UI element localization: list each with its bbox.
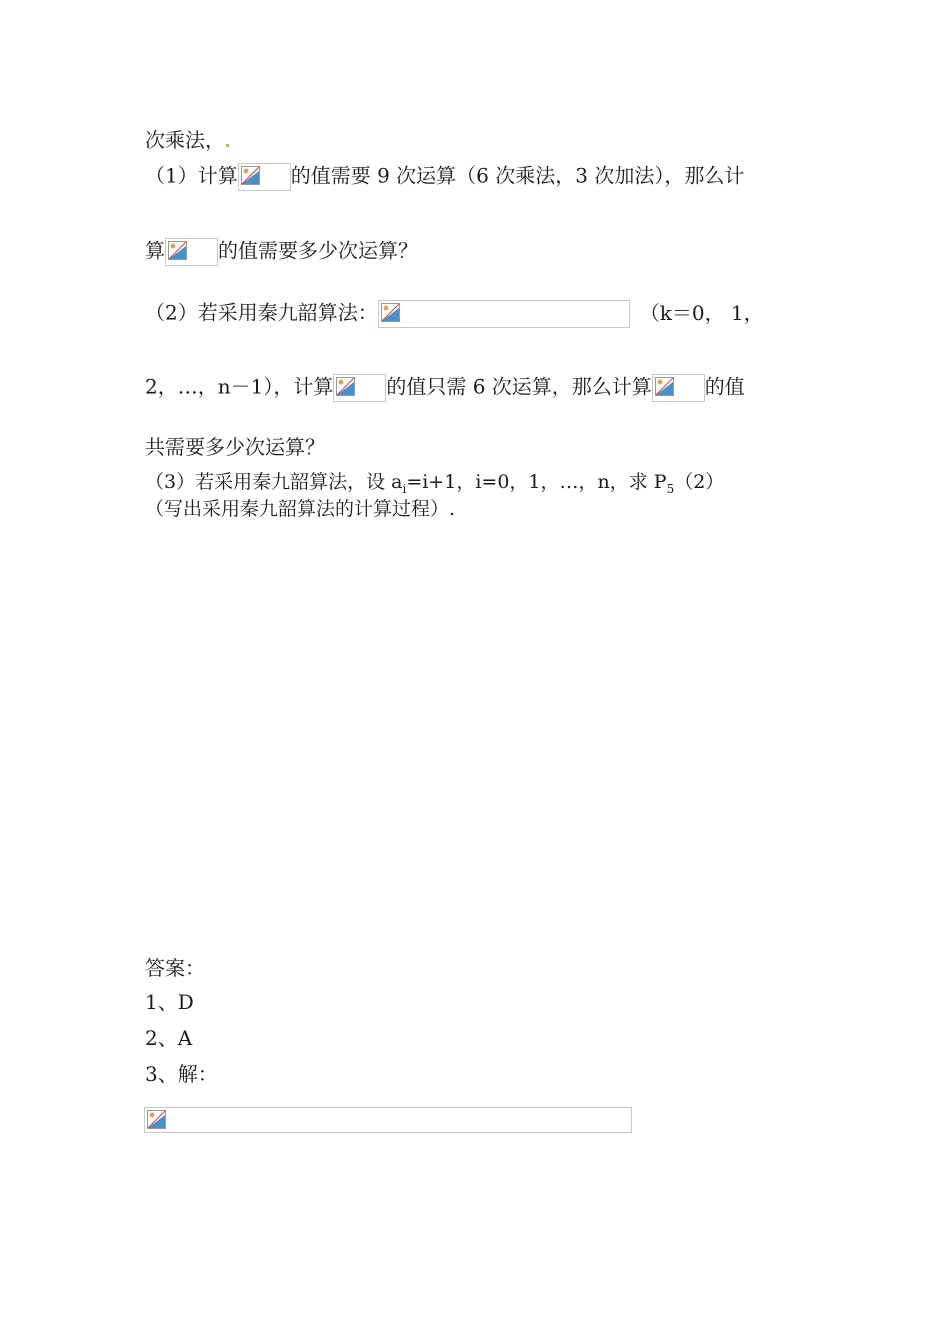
formula-image [165, 238, 218, 266]
solution-image [144, 1107, 632, 1133]
question-2-line-1 [145, 300, 764, 328]
text-fragment: 次乘法， [145, 128, 225, 152]
question-2-line-2 [145, 374, 745, 402]
answers-heading [145, 956, 205, 980]
question-1-line-1 [145, 163, 744, 191]
text-line [145, 128, 230, 152]
text-fragment: （2） [674, 471, 725, 493]
marker-dot [226, 144, 229, 147]
text-fragment: （k＝0， 1， [639, 300, 764, 325]
answer-3 [145, 1062, 218, 1086]
question-1-line-2 [145, 238, 418, 266]
broken-image-icon [241, 166, 260, 185]
formula-image [238, 163, 291, 191]
text-fragment: （1）计算 [145, 163, 238, 188]
text-fragment: 2，…，n－1），计算 [145, 374, 334, 399]
text-fragment: 的值 [704, 374, 745, 399]
text-fragment: =i+1，i=0，1，…，n，求 P [406, 471, 667, 493]
answer-1 [145, 990, 194, 1014]
text-fragment: 的值需要 9 次运算（6 次乘法，3 次加法），那么计 [290, 163, 745, 188]
text-fragment: 共需要多少次运算？ [145, 435, 325, 459]
subscript: i [402, 481, 407, 496]
question-2-line-3 [145, 435, 325, 459]
text-fragment: 的值只需 6 次运算，那么计算 [386, 374, 652, 399]
text-fragment: 2、A [145, 1026, 193, 1050]
text-fragment: 3、解： [145, 1062, 218, 1086]
formula-image [652, 374, 705, 402]
text-fragment: 的值需要多少次运算？ [218, 238, 418, 263]
text-fragment: 算 [145, 238, 165, 263]
broken-image-icon [147, 1110, 166, 1129]
broken-image-icon [168, 241, 187, 260]
text-fragment: （2）若采用秦九韶算法： [145, 300, 378, 325]
subscript: 5 [666, 481, 675, 496]
broken-image-icon [336, 377, 355, 396]
formula-image [378, 300, 630, 328]
text-fragment: （3）若采用秦九韶算法，设 a [145, 471, 403, 493]
text-fragment: （写出采用秦九韶算法的计算过程）. [145, 498, 456, 520]
formula-image [333, 374, 386, 402]
broken-image-icon [381, 303, 400, 322]
text-fragment: 1、D [145, 990, 194, 1014]
answer-2 [145, 1026, 192, 1050]
question-3-line-2 [145, 497, 455, 521]
text-fragment: 答案： [145, 956, 205, 980]
broken-image-icon [655, 377, 674, 396]
